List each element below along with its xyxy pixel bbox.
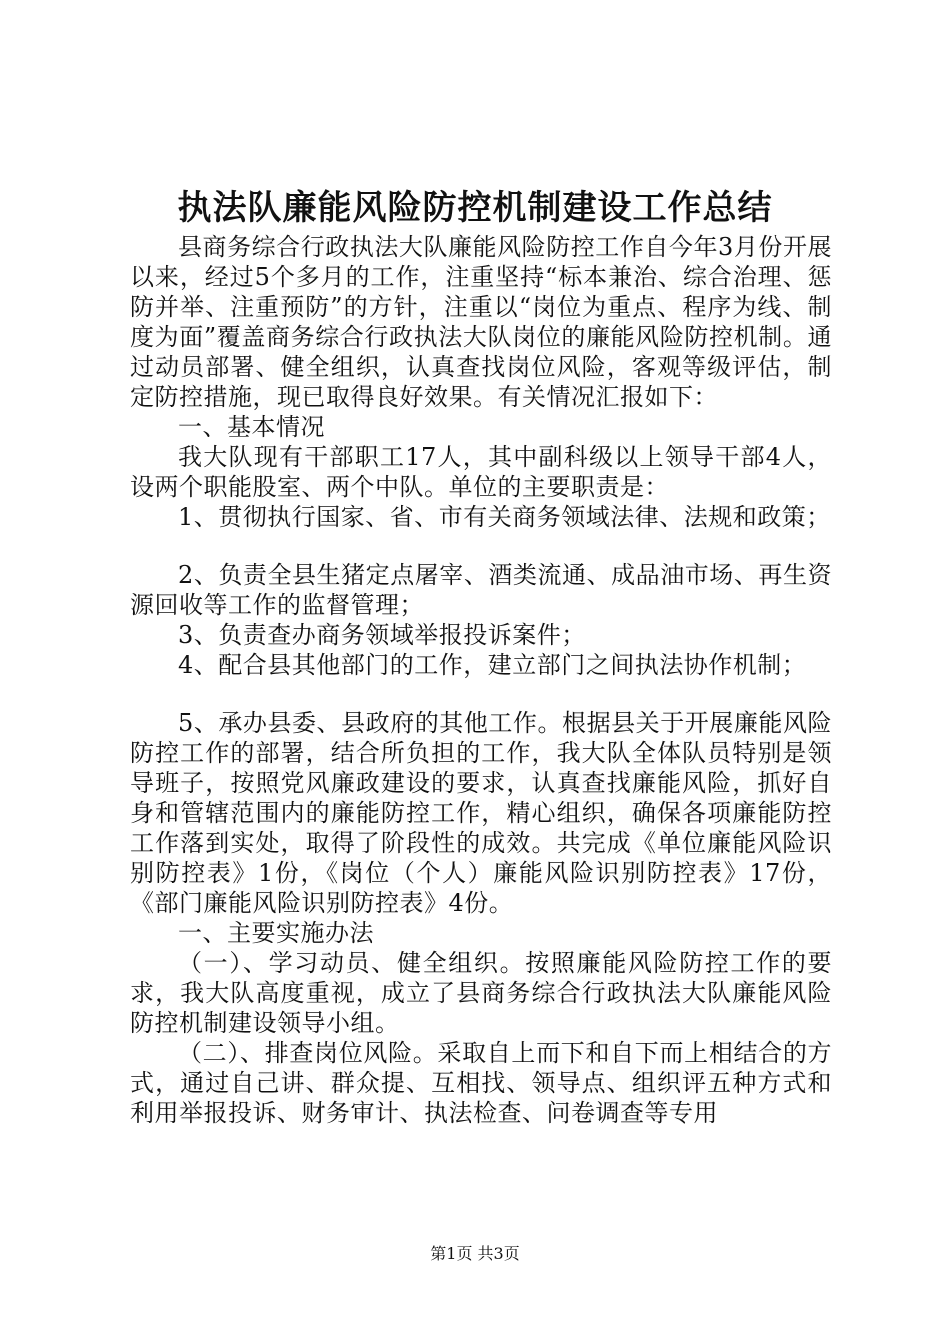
measure-item-2: （二）、排查岗位风险。采取自上而下和自下而上相结合的方式，通过自己讲、群众提、互相找、领导点、组织评五种方式和利用举报投诉、财务审计、执法检查、问卷调查等专用 [130,1039,832,1127]
duty-item-5: 5、承办县委、县政府的其他工作。根据县关于开展廉能风险防控工作的部署，结合所负担的工作，我大队全体队员特别是领导班子，按照党风廉政建设的要求，认真查找廉能风险，抓好自身和管辖范围内的廉能防控工作，精心组织，确保各项廉能防控工作落到实处，取得了阶段性的成效。共完成《单位廉能风险识别防控表》1份，《岗位（个人）廉能风险识别防控表》17份，《部门廉能风险识别防控表》4份。 [130,709,832,917]
paragraph-intro: 县商务综合行政执法大队廉能风险防控工作自今年3月份开展以来，经过5个多月的工作，注重坚持“标本兼治、综合治理、惩防并举、注重预防”的方针，注重以“岗位为重点、程序为线、制度为面”覆盖商务综合行政执法大队岗位的廉能风险防控机制。通过动员部署、健全组织，认真查找岗位风险，客观等级评估，制定防控措施，现已取得良好效果。有关情况汇报如下： [130,233,832,411]
duty-item-2: 2、负责全县生猪定点屠宰、酒类流通、成品油市场、再生资源回收等工作的监督管理； [130,561,832,619]
duty-item-1: 1、贯彻执行国家、省、市有关商务领域法律、法规和政策； [178,503,831,531]
duty-item-3: 3、负责查办商务领域举报投诉案件； [178,621,586,649]
section-heading-basic-situation: 一、基本情况 [178,413,325,441]
document-title: 执法队廉能风险防控机制建设工作总结 [177,188,773,228]
document-body [130,232,832,1128]
measure-item-1: （一）、学习动员、健全组织。按照廉能风险防控工作的要求，我大队高度重视，成立了县商务综合行政执法大队廉能风险防控机制建设领导小组。 [130,949,832,1037]
duty-item-4: 4、配合县其他部门的工作，建立部门之间执法协作机制； [178,651,807,679]
section-heading-measures: 一、主要实施办法 [178,919,374,947]
paragraph-staff: 我大队现有干部职工17人，其中副科级以上领导干部4人，设两个职能股室、两个中队。单位的主要职责是： [130,443,832,501]
page-number-footer: 第1页 共3页 [430,1244,520,1263]
